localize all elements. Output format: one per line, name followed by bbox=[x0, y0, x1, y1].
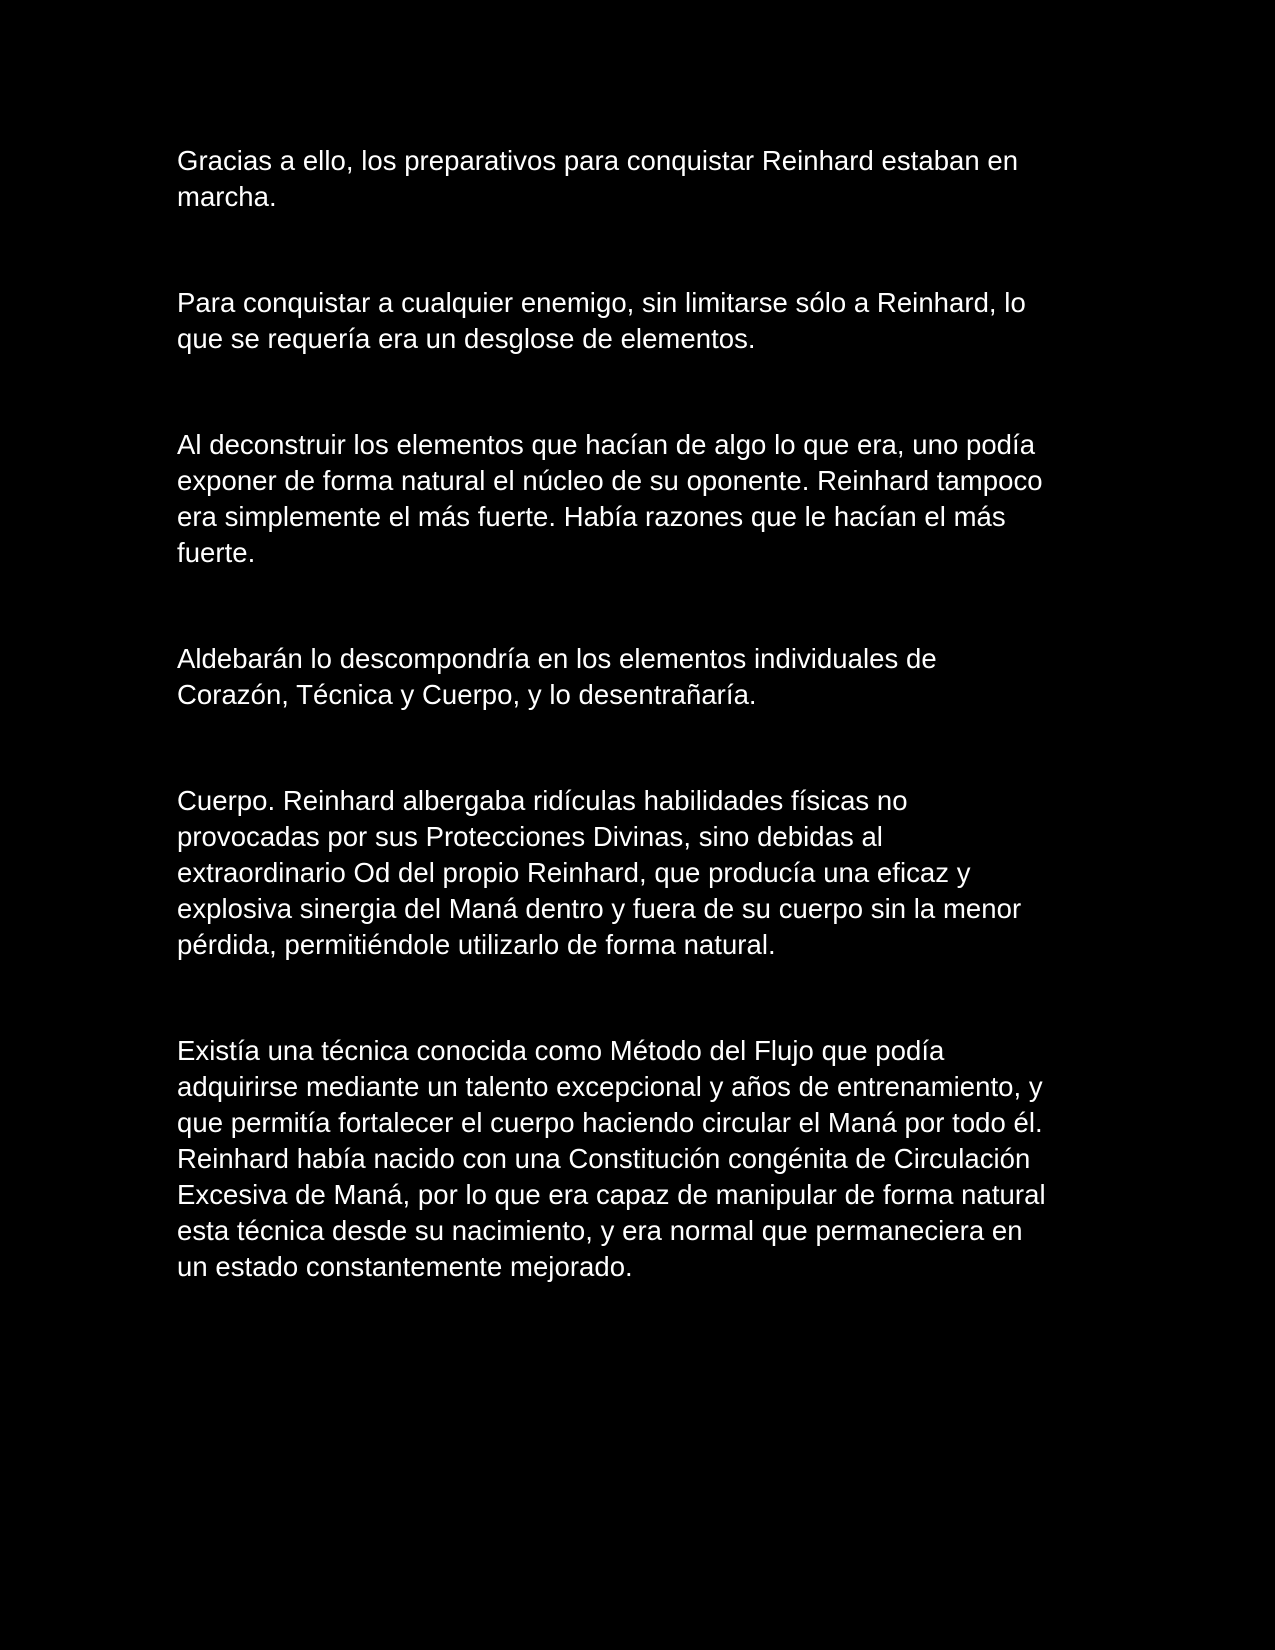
paragraph-1 bbox=[177, 143, 1107, 215]
text-line: esta técnica desde su nacimiento, y era normal que permaneciera en bbox=[177, 1215, 1023, 1246]
text-line: que se requería era un desglose de elementos. bbox=[177, 323, 756, 354]
text-line: un estado constantemente mejorado. bbox=[177, 1251, 633, 1282]
text-line: pérdida, permitiéndole utilizarlo de forma natural. bbox=[177, 929, 776, 960]
document-body bbox=[177, 143, 1107, 1285]
text-line: Cuerpo. Reinhard albergaba ridículas habilidades físicas no bbox=[177, 785, 908, 816]
text-line: Reinhard había nacido con una Constitución congénita de Circulación bbox=[177, 1143, 1031, 1174]
text-line: Para conquistar a cualquier enemigo, sin limitarse sólo a Reinhard, lo bbox=[177, 287, 1026, 318]
text-line: era simplemente el más fuerte. Había razones que le hacían el más bbox=[177, 501, 1006, 532]
text-line: Corazón, Técnica y Cuerpo, y lo desentrañaría. bbox=[177, 679, 757, 710]
text-line: provocadas por sus Protecciones Divinas, sino debidas al bbox=[177, 821, 883, 852]
text-line: adquirirse mediante un talento excepcional y años de entrenamiento, y bbox=[177, 1071, 1043, 1102]
text-line: Al deconstruir los elementos que hacían de algo lo que era, uno podía bbox=[177, 429, 1036, 460]
text-line: extraordinario Od del propio Reinhard, que producía una eficaz y bbox=[177, 857, 971, 888]
text-line: fuerte. bbox=[177, 537, 256, 568]
text-line: Excesiva de Maná, por lo que era capaz de manipular de forma natural bbox=[177, 1179, 1046, 1210]
text-line: Existía una técnica conocida como Método del Flujo que podía bbox=[177, 1035, 945, 1066]
paragraph-3 bbox=[177, 427, 1107, 571]
paragraph-2 bbox=[177, 285, 1107, 357]
text-line: exponer de forma natural el núcleo de su oponente. Reinhard tampoco bbox=[177, 465, 1043, 496]
paragraph-4 bbox=[177, 641, 1107, 713]
text-line: marcha. bbox=[177, 181, 277, 212]
paragraph-5 bbox=[177, 783, 1107, 963]
text-line: explosiva sinergia del Maná dentro y fuera de su cuerpo sin la menor bbox=[177, 893, 1022, 924]
paragraph-6 bbox=[177, 1033, 1107, 1285]
text-line: Gracias a ello, los preparativos para conquistar Reinhard estaban en bbox=[177, 145, 1019, 176]
text-line: Aldebarán lo descompondría en los elementos individuales de bbox=[177, 643, 937, 674]
text-line: que permitía fortalecer el cuerpo haciendo circular el Maná por todo él. bbox=[177, 1107, 1043, 1138]
